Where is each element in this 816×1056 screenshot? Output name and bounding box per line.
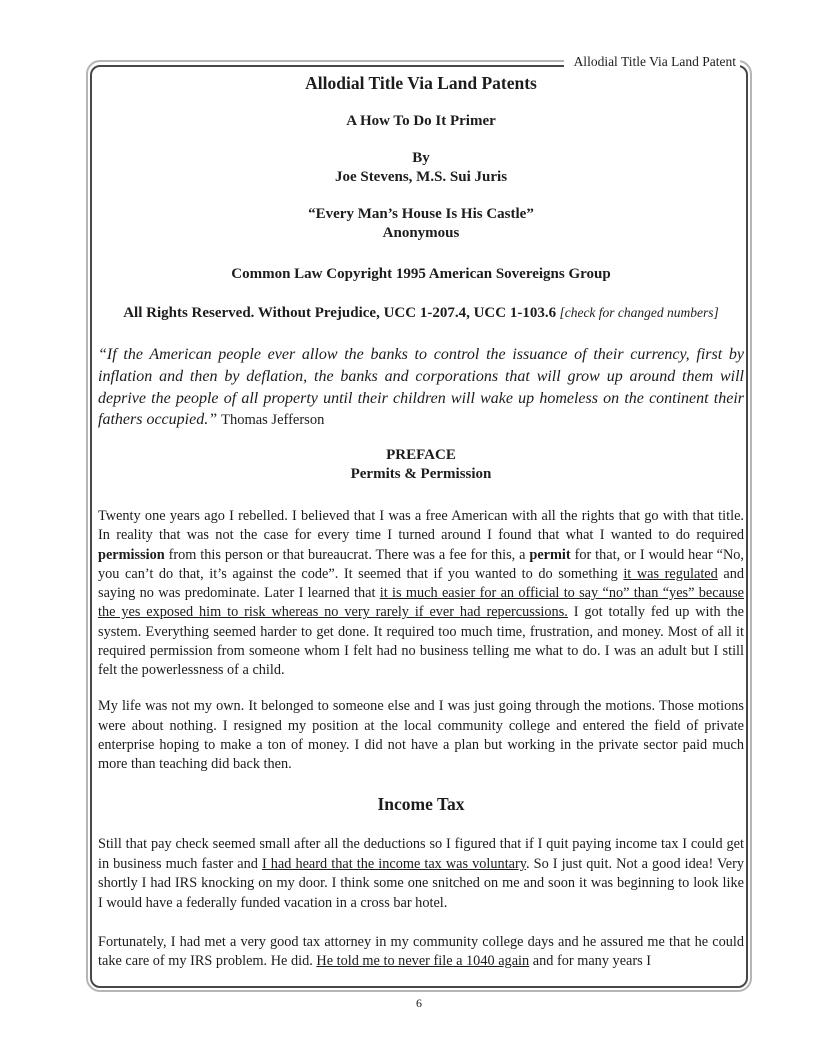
underlined-phrase: He told me to never file a 1040 again	[316, 953, 530, 970]
text-segment: Still that pay check seemed small after all the deductions so I figured that if I quit paying income tax I could get in business much faster and	[98, 836, 744, 872]
byline	[98, 149, 744, 187]
underlined-phrase: it is much easier for an official to say “no” than “yes” because the yes exposed him to risk whereas no very rarely if ever had repercussions.	[98, 585, 745, 621]
quote-text: “If the American people ever allow the banks to control the issuance of their currency, first by inflation and then by deflation, the banks and corporations that will grow up around them will deprive the people of all property until their children will wake up homeless on the continent their fathers occupied.”	[98, 346, 744, 429]
preface-paragraph-2: My life was not my own. It belonged to someone else and I was just going through the motions. Those motions were about nothing. I resigned my position at the local community college and entered the field of private enterprise hoping to make a ton of money. I did not have a plan but working in the private sector paid much more than teaching did back then.	[98, 698, 744, 773]
rights-line	[98, 303, 744, 323]
income-tax-paragraph-1	[98, 835, 744, 913]
text-segment: Fortunately, I had met a very good tax attorney in my community college days and he assured me that he could take care of my IRS problem. He did.	[98, 934, 744, 970]
preface-subheading: Permits & Permission	[350, 466, 492, 483]
text-segment: from this person or that bureaucrat. There was a fee for this, a	[164, 546, 530, 563]
epigraph	[98, 205, 744, 243]
preface-heading: PREFACE	[386, 447, 456, 464]
document-subtitle: A How To Do It Primer	[346, 113, 496, 129]
underlined-phrase: it was regulated	[623, 565, 718, 582]
quote-attribution: Thomas Jefferson	[221, 412, 325, 429]
copyright-line: Common Law Copyright 1995 American Sovereigns Group	[231, 266, 611, 282]
text-segment: for that, or I would hear “No, you can’t do that, it’s against the code”. It seemed that if you wanted to do something	[98, 546, 744, 582]
preface-heading-block	[98, 446, 744, 484]
page-number: 6	[416, 996, 422, 1010]
income-tax-heading: Income Tax	[377, 794, 465, 815]
preface-paragraph-1	[98, 507, 744, 680]
rights-note: [check for changed numbers]	[556, 305, 719, 320]
bold-phrase: permit	[529, 546, 571, 563]
jefferson-quote	[98, 344, 744, 432]
epigraph-quote: “Every Man’s House Is His Castle”	[308, 206, 534, 222]
running-header: Allodial Title Via Land Patent	[564, 53, 740, 70]
epigraph-attribution: Anonymous	[382, 225, 460, 241]
author-name: Joe Stevens, M.S. Sui Juris	[334, 169, 508, 185]
income-tax-paragraph-2	[98, 933, 744, 972]
page-border-inner	[90, 65, 748, 988]
text-segment: . So I just quit. Not a good idea! Very shortly I had IRS knocking on my door. I think some one snitched on me and soon it was beginning to look like I would have a federally funded vacation in a cross bar hotel.	[98, 855, 744, 911]
bold-phrase: permission	[98, 546, 165, 563]
byline-label: By	[412, 150, 430, 166]
text-segment: Twenty one years ago I rebelled. I believed that I was a free American with all the rights that go with that title. In reality that was not the case for every time I turned around I found that what I wanted to do required	[98, 508, 744, 544]
text-segment: and saying no was predominate. Later I learned that	[98, 565, 745, 602]
rights-text: All Rights Reserved. Without Prejudice, UCC 1-207.4, UCC 1-103.6	[123, 305, 557, 321]
text-segment: and for many years I	[529, 953, 652, 970]
document-title: Allodial Title Via Land Patents	[305, 73, 537, 93]
underlined-phrase: I had heard that the income tax was voluntary	[261, 855, 526, 872]
text-segment: I got totally fed up with the system. Everything seemed harder to get done. It required too much time, frustration, and money. Most of all it required permission from someone whom I felt had no business telling me what to do. I was an adult but I still felt the powerlessness of a child.	[98, 604, 744, 679]
